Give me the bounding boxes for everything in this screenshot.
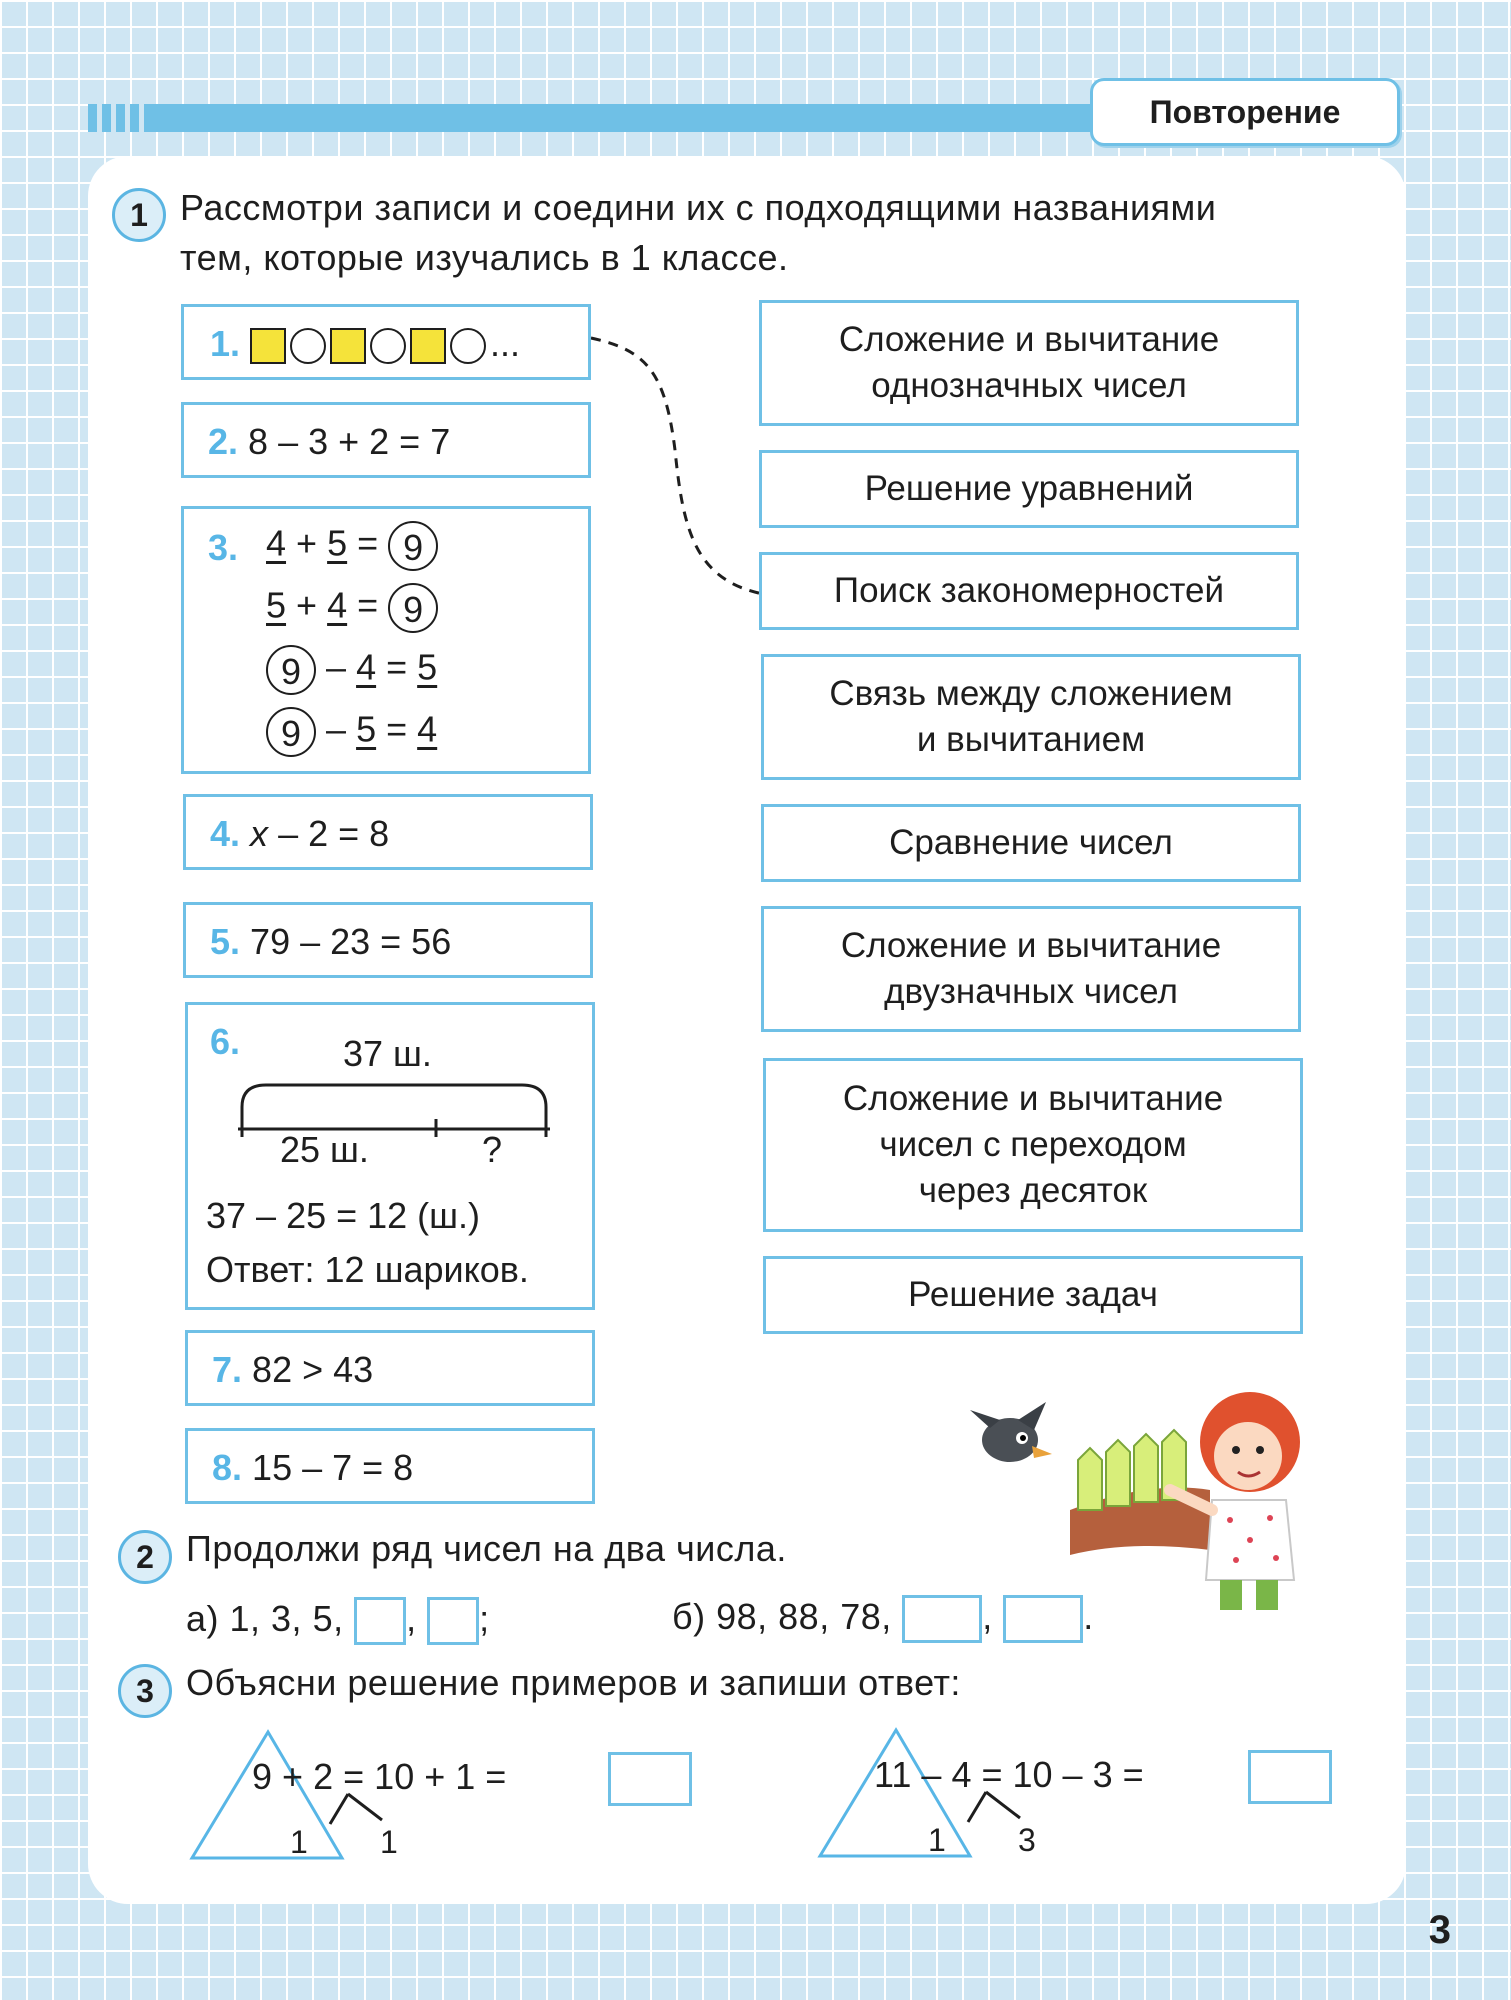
section-badge: Повторение [1090, 78, 1400, 146]
yellow-square-icon [250, 328, 286, 364]
topic-single-digit-box[interactable] [759, 300, 1299, 426]
item-8-index: 8. [212, 1447, 243, 1488]
item-2-box[interactable] [181, 402, 591, 478]
task1-number: 1 [112, 188, 166, 242]
example-2-answer[interactable] [1248, 1750, 1332, 1804]
topic-problems-box[interactable] [763, 1256, 1303, 1334]
page-number: 3 [1428, 1908, 1451, 1952]
item-4-index: 4. [210, 813, 241, 854]
item-6-solution: 37 – 25 = 12 (ш.) [206, 1195, 481, 1236]
series-a-answer-2[interactable] [427, 1597, 479, 1645]
item-1-index: 1. [210, 323, 241, 364]
task3-instruction: Объясни решение примеров и запиши ответ: [186, 1662, 961, 1703]
header-stripe [88, 104, 1098, 132]
connection-line [585, 330, 765, 600]
item-3-row-2: 5 + 4 = 9 [266, 583, 438, 633]
kid-illustration [950, 1380, 1310, 1620]
item-5-expression: 79 – 23 = 56 [250, 921, 452, 962]
item-8-box[interactable] [185, 1428, 595, 1504]
topic-compare-box[interactable] [761, 804, 1301, 882]
task2-series-b: б) 98, 88, 78, , . [672, 1592, 1094, 1643]
topic-line: Решение задач [908, 1275, 1158, 1314]
topic-line: Сложение и вычитание [842, 1079, 1224, 1118]
item-5-index: 5. [210, 921, 241, 962]
diagram-part1-label: 25 ш. [280, 1129, 369, 1170]
topic-double-digit-box[interactable] [761, 906, 1301, 1032]
item-7-expression: 82 > 43 [252, 1349, 374, 1390]
topic-line: и вычитанием [916, 720, 1146, 759]
item-2-index: 2. [208, 421, 239, 462]
topic-patterns-box[interactable] [759, 552, 1299, 630]
example-1-answer[interactable] [608, 1752, 692, 1806]
item-3-row-4: 9 – 5 = 4 [266, 707, 437, 757]
item-3-index: 3. [208, 527, 239, 568]
task2-series-a: а) 1, 3, 5, , ; [186, 1594, 490, 1645]
series-b-answer-1[interactable] [902, 1595, 982, 1643]
topic-line: двузначных чисел [884, 972, 1178, 1011]
item-4-expression: – 2 = 8 [278, 813, 390, 854]
topic-line: Поиск закономерностей [833, 571, 1225, 610]
example-2-expression: 11 – 4 = 10 – 3 = [874, 1754, 1144, 1795]
topic-carry-box[interactable] [763, 1058, 1303, 1232]
item-6-box[interactable] [185, 1002, 595, 1310]
task1-instruction-line1: Рассмотри записи и соедини их с подходящими названиями [180, 187, 1217, 228]
task3-number: 3 [118, 1664, 172, 1718]
example-1-split-b: 1 [380, 1824, 398, 1860]
example-1-split-a: 1 [290, 1824, 308, 1860]
topic-add-sub-relation-box[interactable] [761, 654, 1301, 780]
item-1-ellipsis: ... [490, 323, 521, 364]
item-4-box[interactable] [183, 794, 593, 870]
item-3-row-1: 4 + 5 = 9 [266, 521, 438, 571]
series-b-answer-2[interactable] [1003, 1595, 1083, 1643]
item-5-box[interactable] [183, 902, 593, 978]
example-2-split-b: 3 [1018, 1822, 1036, 1858]
item-3-row-3: 9 – 4 = 5 [266, 645, 437, 695]
topic-line: Сравнение чисел [889, 823, 1173, 862]
topic-line: Сложение и вычитание [838, 320, 1220, 359]
circle-icon [450, 328, 486, 364]
topic-line: однозначных чисел [871, 366, 1187, 405]
item-3-box[interactable] [181, 506, 591, 774]
task2-number: 2 [118, 1530, 172, 1584]
item-6-index: 6. [210, 1021, 241, 1062]
topic-line: Сложение и вычитание [840, 926, 1222, 965]
topic-line: Связь между сложением [829, 674, 1233, 713]
kid-icon [1170, 1392, 1300, 1610]
item-2-expression: 8 – 3 + 2 = 7 [248, 421, 451, 462]
yellow-square-icon [330, 328, 366, 364]
item-4-variable: x [250, 813, 269, 854]
example-1-expression: 9 + 2 = 10 + 1 = [252, 1756, 507, 1797]
series-a-answer-1[interactable] [354, 1597, 406, 1645]
circle-icon [370, 328, 406, 364]
diagram-part2-label: ? [482, 1129, 503, 1170]
item-6-answer: Ответ: 12 шариков. [206, 1249, 529, 1290]
diagram-total-label: 37 ш. [343, 1033, 432, 1074]
item-8-expression: 15 – 7 = 8 [252, 1447, 414, 1488]
example-2-split-a: 1 [928, 1822, 946, 1858]
topic-line: Решение уравнений [864, 469, 1194, 508]
task1-instruction-line2: тем, которые изучались в 1 классе. [180, 237, 789, 278]
topic-equations-box[interactable] [759, 450, 1299, 528]
item-7-box[interactable] [185, 1330, 595, 1406]
topic-line: чисел с переходом [879, 1125, 1187, 1164]
task2-instruction: Продолжи ряд чисел на два числа. [186, 1528, 787, 1569]
item-1-box[interactable] [181, 304, 591, 380]
circle-icon [290, 328, 326, 364]
item-7-index: 7. [212, 1349, 243, 1390]
bird-icon [970, 1402, 1052, 1462]
topic-line: через десяток [918, 1171, 1148, 1210]
yellow-square-icon [410, 328, 446, 364]
